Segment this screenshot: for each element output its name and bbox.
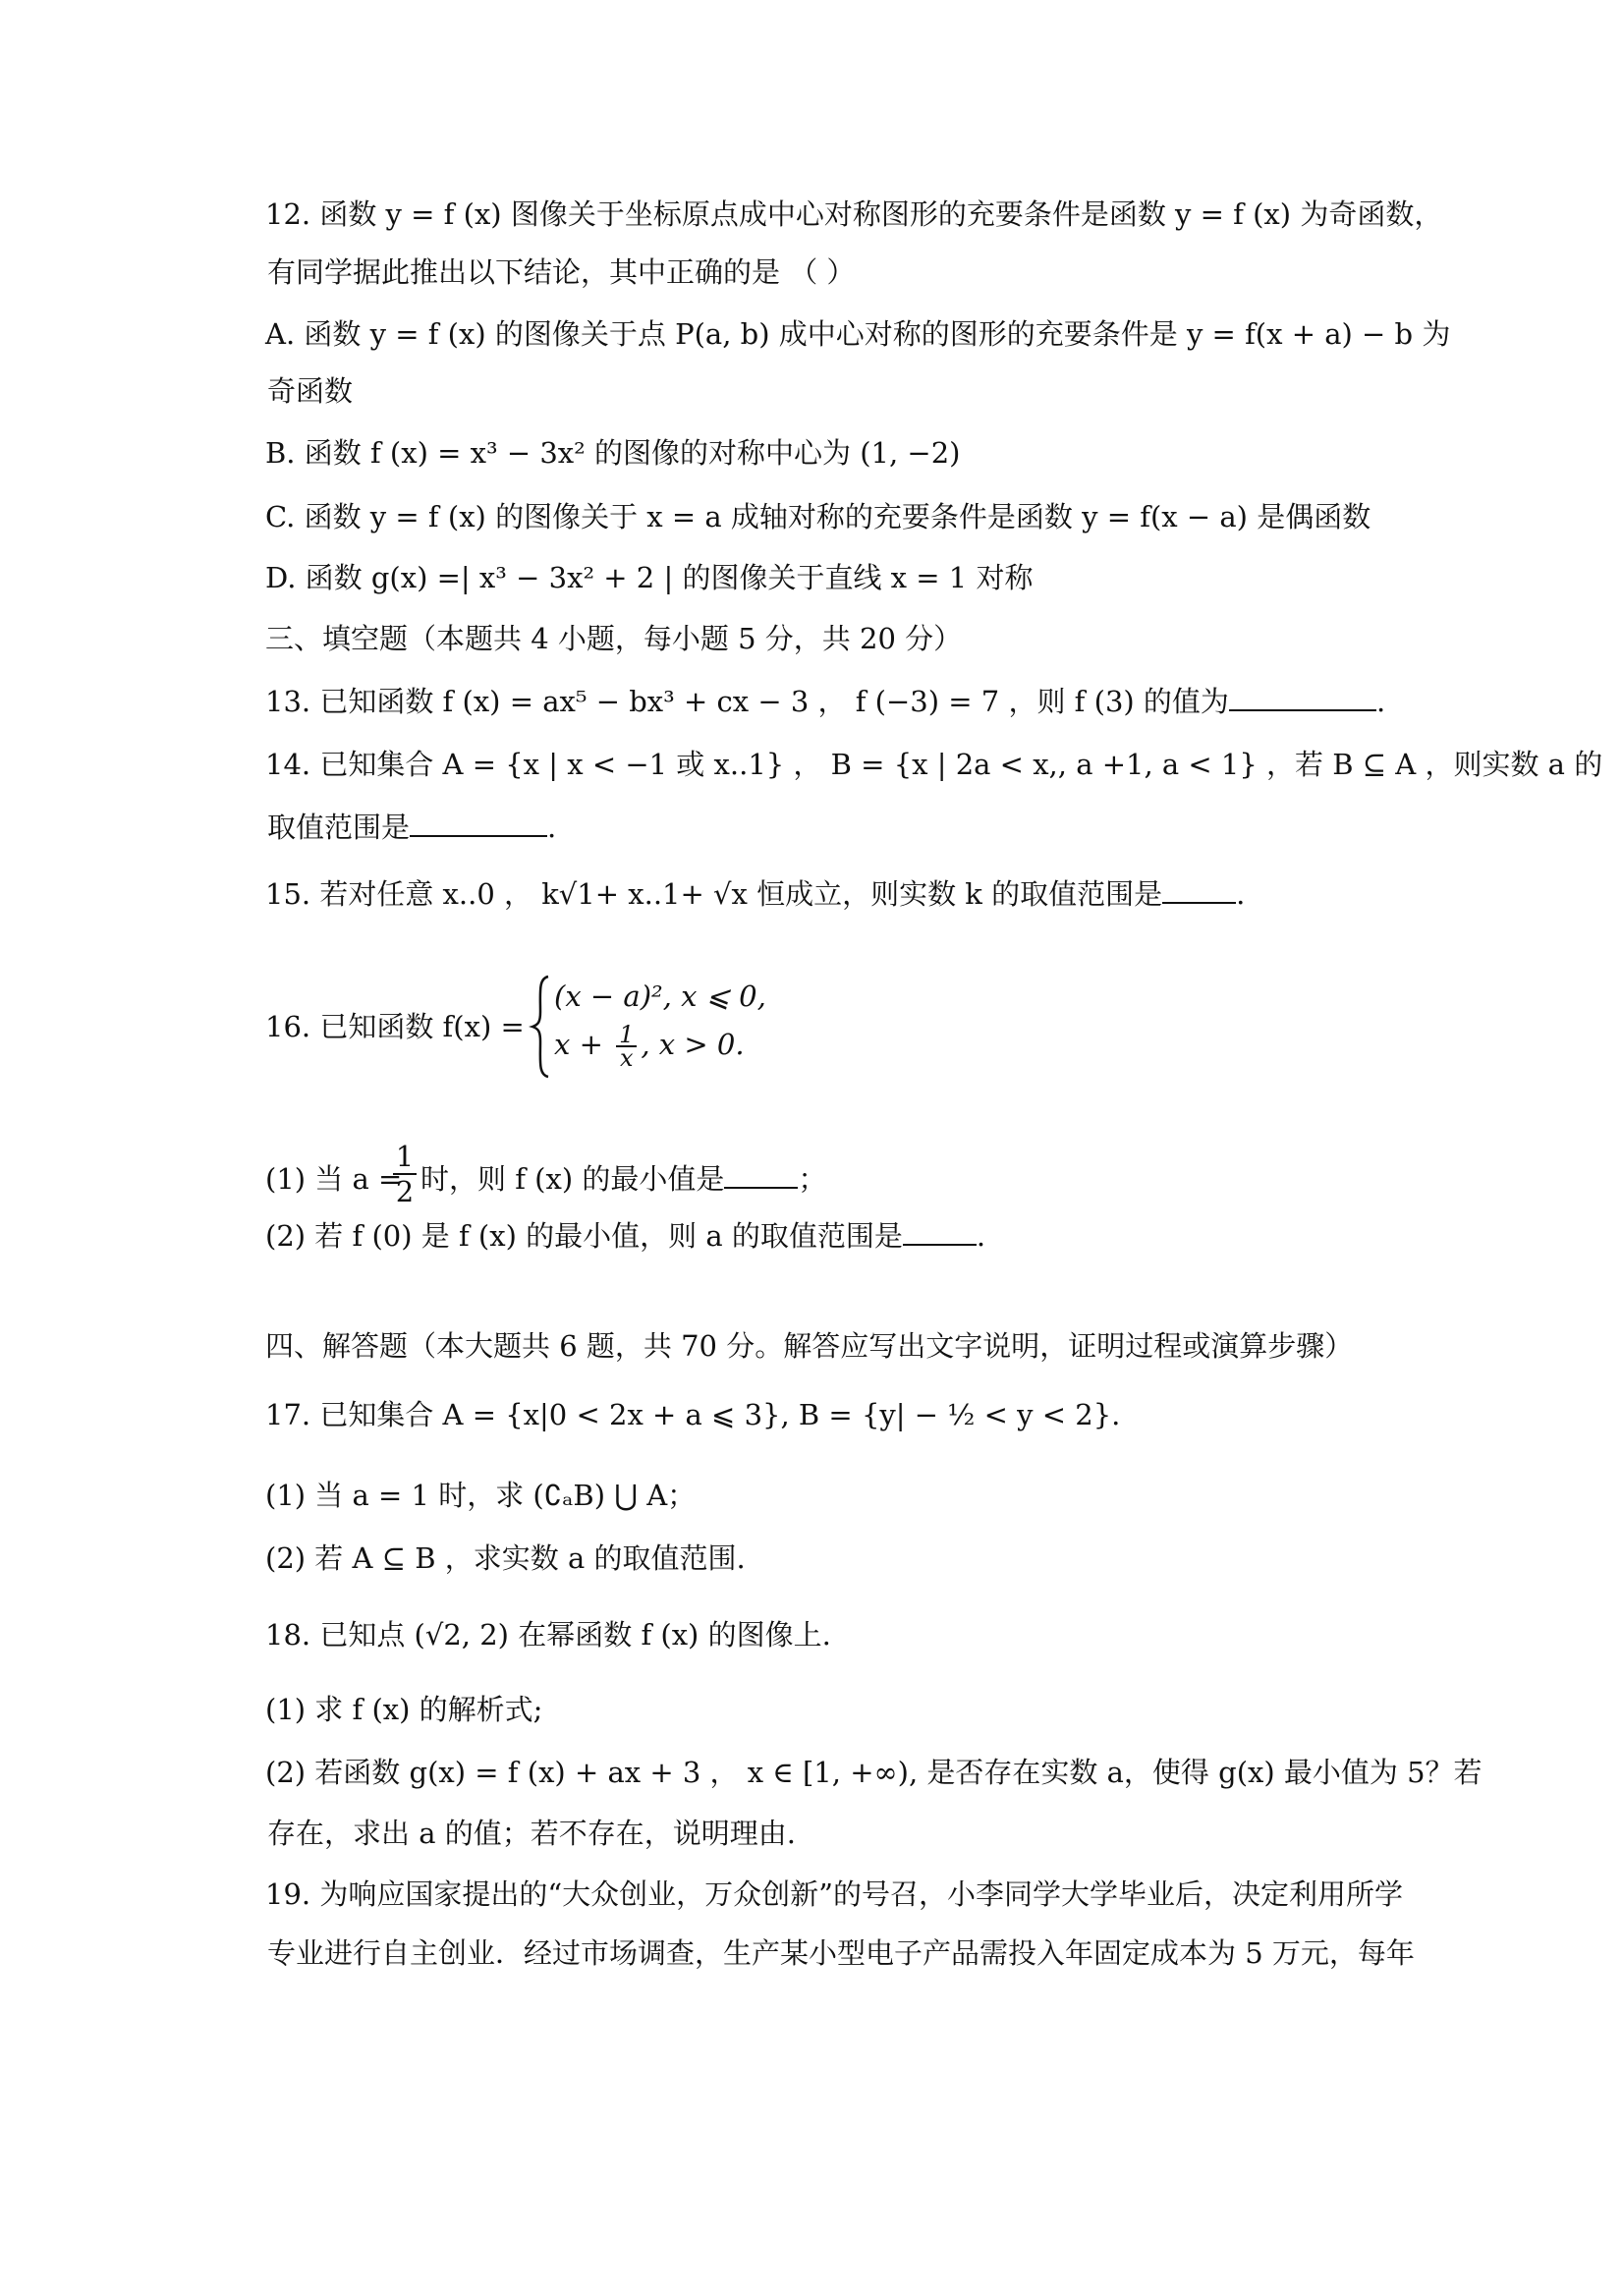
q17-part-2: (2) 若 A ⊆ B ，求实数 a 的取值范围. (265, 1541, 746, 1575)
q16-case-2-pre: x + (554, 1028, 603, 1061)
q16-case-2-numerator: 1 (616, 1024, 637, 1047)
q16-case-1: (x − a)², x ⩽ 0, (554, 980, 766, 1013)
q12-option-a: A. 函数 y = f (x) 的图像关于点 P(a, b) 成中心对称的图形的充要条件是 y = f(x + a) − b 为 (265, 317, 1451, 351)
section-4-heading: 四、解答题（本大题共 6 题，共 70 分。解答应写出文字说明，证明过程或演算步骤） (265, 1329, 1354, 1363)
q16-part1-denominator: 2 (395, 1175, 415, 1208)
q17-stem: 17. 已知集合 A = {x|0 < 2x + a ⩽ 3}, B = {y| − ½ < y < 2}. (265, 1398, 1121, 1431)
q15 (265, 874, 1425, 914)
q12-option-a-cont: 奇函数 (267, 374, 354, 408)
q14-line-2 (267, 808, 1427, 847)
section-3-heading: 三、填空题（本题共 4 小题，每小题 5 分，共 20 分） (265, 622, 963, 655)
q18-part-2-line-1: (2) 若函数 g(x) = f (x) + ax + 3 ， x ∈ [1, +∞), 是否存在实数 a，使得 g(x) 最小值为 5？若 (265, 1756, 1483, 1789)
q14-end: . (547, 811, 557, 844)
q16-part2-text: (2) 若 f (0) 是 f (x) 的最小值，则 a 的取值范围是 (265, 1219, 903, 1253)
q12-option-c: C. 函数 y = f (x) 的图像关于 x = a 成轴对称的充要条件是函数 y = f(x − a) 是偶函数 (265, 500, 1371, 533)
q13 (265, 682, 1425, 721)
q16-part1-end: ； (798, 1162, 827, 1196)
q16-case-2-fraction (616, 1021, 637, 1072)
q15-answer-blank (1162, 878, 1236, 904)
q16-part1-post: 时，则 f (x) 的最小值是 (420, 1162, 725, 1196)
q15-text: 15. 若对任意 x..0 ， k√1+ x..1+ √x 恒成立，则实数 k 的取值范围是 (265, 877, 1163, 911)
q16-part1-pre: (1) 当 a = (265, 1162, 403, 1196)
q18-part-2-line-2: 存在，求出 a 的值；若不存在，说明理由. (267, 1817, 796, 1850)
q16-case-2-denominator: x (619, 1044, 634, 1072)
left-brace-icon (529, 973, 552, 1081)
q16-part2-answer-blank (903, 1220, 977, 1246)
q16-case-2 (554, 1021, 745, 1072)
q16-piecewise (265, 973, 1346, 1081)
q13-text: 13. 已知函数 f (x) = ax⁵ − bx³ + cx − 3 ， f (−3) = 7 ，则 f (3) 的值为 (265, 685, 1229, 718)
q16-case-2-post: , x > 0. (641, 1028, 745, 1061)
q15-end: . (1236, 877, 1246, 911)
q17-part-1: (1) 当 a = 1 时，求 (∁ₐB) ⋃ A； (265, 1479, 697, 1512)
q13-end: . (1375, 685, 1386, 718)
q16-part2-end: . (976, 1219, 986, 1253)
q14-text-2: 取值范围是 (267, 811, 411, 844)
q16-part-2 (265, 1216, 1425, 1256)
q14-line-1: 14. 已知集合 A = {x | x < −1 或 x..1} ， B = {x | 2a < x,, a +1, a < 1} ，若 B ⊆ A ，则实数 a 的 (265, 748, 1603, 781)
q16-part1-numerator: 1 (395, 1140, 415, 1173)
q12-stem-line-2: 有同学据此推出以下结论，其中正确的是 （ ） (267, 255, 856, 289)
q16-part1-post-wrap (420, 1159, 826, 1199)
q12-option-d: D. 函数 g(x) =| x³ − 3x² + 2 | 的图像关于直线 x = 1 对称 (265, 561, 1034, 594)
q18-stem: 18. 已知点 (√2, 2) 在幂函数 f (x) 的图像上. (265, 1618, 831, 1652)
q16-part1-fraction (391, 1140, 419, 1208)
q16-part1-answer-blank (724, 1163, 798, 1189)
q16-part-1 (265, 1140, 1248, 1218)
q13-answer-blank (1229, 686, 1376, 711)
q19-line-2: 专业进行自主创业．经过市场调查，生产某小型电子产品需投入年固定成本为 5 万元，每年 (267, 1936, 1415, 1970)
q18-part-1: (1) 求 f (x) 的解析式; (265, 1693, 543, 1726)
q12-option-b: B. 函数 f (x) = x³ − 3x² 的图像的对称中心为 (1, −2) (265, 436, 961, 470)
q14-answer-blank (410, 812, 547, 837)
q19-line-1: 19. 为响应国家提出的“大众创业，万众创新”的号召，小李同学大学毕业后，决定利用所学 (265, 1877, 1403, 1911)
q16-label: 16. 已知函数 f(x) = (265, 1010, 525, 1043)
q12-stem-line-1: 12. 函数 y = f (x) 图像关于坐标原点成中心对称图形的充要条件是函数 y = f (x) 为奇函数， (265, 197, 1443, 231)
